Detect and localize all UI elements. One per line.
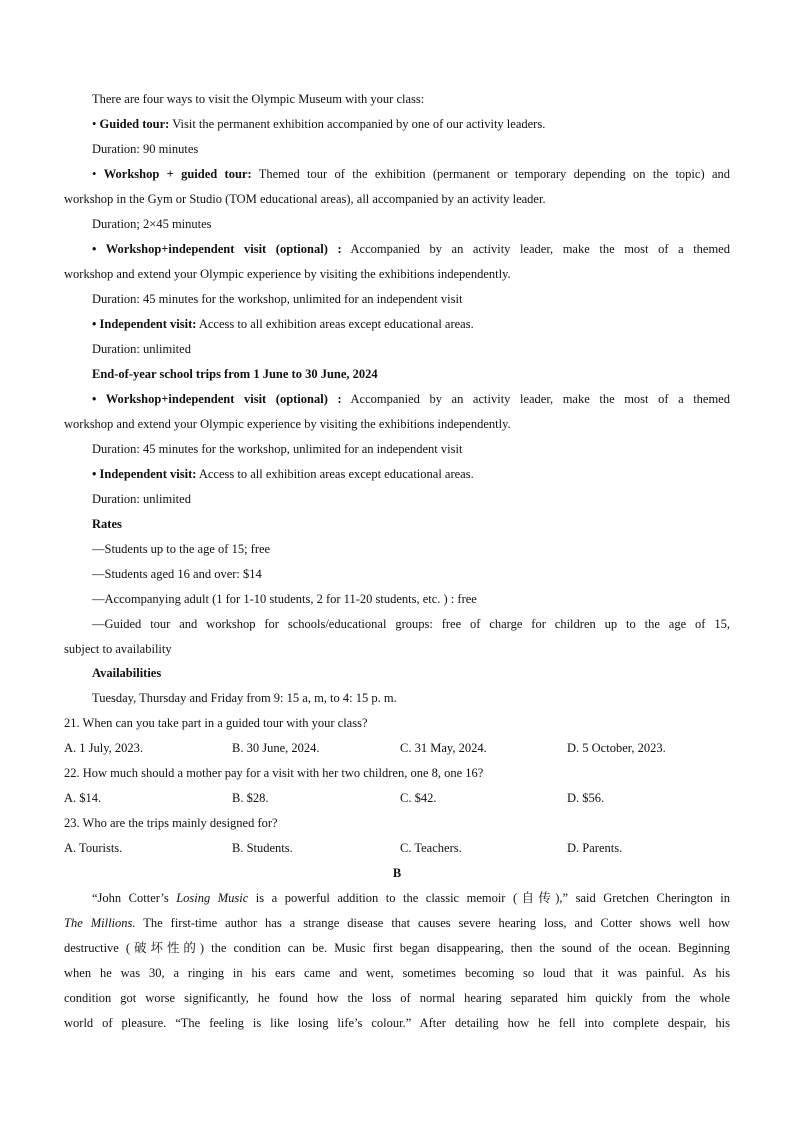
independent-label: • Independent visit: [92, 317, 197, 331]
passage-line-6: world of pleasure. “The feeling is like losing life’s colour.” After detailing how he fell into complete despair, his [64, 1016, 730, 1030]
q21-option-c[interactable]: C. 31 May, 2024. [400, 741, 487, 755]
workshop-independent-text-1: Accompanied by an activity leader, make the most of a themed [341, 242, 730, 256]
workshop-guided-item: • Workshop + guided tour: Themed tour of the exhibition (permanent or temporary depending on the topic) and [92, 167, 730, 181]
independent-item-2 [92, 465, 730, 483]
passage-line-5: condition got worse significantly, he found how the loss of normal hearing separated him quickly from the whole [64, 991, 730, 1005]
workshop-independent-item [92, 240, 730, 258]
q22-option-c[interactable]: C. $42. [400, 791, 437, 805]
passage-line-1 [92, 889, 730, 907]
availabilities-text: Tuesday, Thursday and Friday from 9: 15 a, m, to 4: 15 p. m. [92, 691, 397, 705]
workshop-guided-label: Workshop + guided tour: [103, 167, 252, 181]
q23-option-d[interactable]: D. Parents. [567, 841, 623, 855]
independent-label-2: • Independent visit: [92, 467, 197, 481]
rate-item: —Students up to the age of 15; free [92, 542, 271, 556]
question-21: 21. When can you take part in a guided tour with your class? [64, 716, 368, 730]
workshop-independent-duration-2: Duration: 45 minutes for the workshop, unlimited for an independent visit [92, 442, 463, 456]
q22-option-a[interactable]: A. $14. [64, 791, 102, 805]
q22-option-d[interactable]: D. $56. [567, 791, 605, 805]
independent-duration: Duration: unlimited [92, 342, 191, 356]
passage-text: is a powerful addition to the classic memoir (自传),” said Gretchen Cherington in [248, 891, 730, 905]
independent-text-2: Access to all exhibition areas except educational areas. [196, 467, 474, 481]
publication-title: The Millions. [64, 916, 136, 930]
workshop-independent-label-2: • Workshop+independent visit (optional) : [92, 392, 342, 406]
workshop-independent-item-2 [92, 390, 730, 408]
passage-line-4: when he was 30, a ringing in his ears came and went, sometimes becoming so loud that it was painful. As his [64, 966, 730, 980]
question-22: 22. How much should a mother pay for a visit with her two children, one 8, one 16? [64, 766, 484, 780]
q21-option-a[interactable]: A. 1 July, 2023. [64, 741, 144, 755]
guided-tour-item: • Guided tour: Visit the permanent exhibition accompanied by one of our activity leaders. [92, 117, 546, 131]
question-23: 23. Who are the trips mainly designed for? [64, 816, 278, 830]
independent-item [92, 315, 730, 333]
workshop-independent-text-2: workshop and extend your Olympic experience by visiting the exhibitions independently. [64, 267, 511, 281]
rate-item: —Accompanying adult (1 for 1-10 students, 2 for 11-20 students, etc. ) : free [92, 592, 477, 606]
passage-text: The first-time author has a strange disease that causes severe hearing loss, and Cotter shows well how [135, 916, 730, 930]
guided-tour-duration: Duration: 90 minutes [92, 142, 199, 156]
independent-text: Access to all exhibition areas except educational areas. [196, 317, 474, 331]
q22-option-b[interactable]: B. $28. [232, 791, 269, 805]
workshop-independent-label: • Workshop+independent visit (optional) : [92, 242, 342, 256]
passage-line-3: destructive (破坏性的) the condition can be. Music first began disappearing, then the sound of the ocean. Beginning [64, 941, 730, 955]
rates-heading: Rates [92, 517, 122, 531]
book-title: Losing Music [176, 891, 249, 905]
q21-option-b[interactable]: B. 30 June, 2024. [232, 741, 320, 755]
q21-option-d[interactable]: D. 5 October, 2023. [567, 741, 666, 755]
end-of-year-heading: End-of-year school trips from 1 June to 30 June, 2024 [92, 367, 378, 381]
intro-text: There are four ways to visit the Olympic Museum with your class: [92, 92, 425, 106]
workshop-guided-text-2: workshop in the Gym or Studio (TOM educational areas), all accompanied by an activity leader. [64, 192, 546, 206]
q23-option-c[interactable]: C. Teachers. [400, 841, 462, 855]
workshop-independent-text-2-2: workshop and extend your Olympic experience by visiting the exhibitions independently. [64, 417, 511, 431]
workshop-independent-text-1-2: Accompanied by an activity leader, make the most of a themed [341, 392, 730, 406]
workshop-guided-text-1: Themed tour of the exhibition (permanent or temporary depending on the topic) and [251, 167, 730, 181]
independent-duration-2: Duration: unlimited [92, 492, 191, 506]
rate-item-continued: subject to availability [64, 642, 172, 656]
workshop-guided-duration: Duration; 2×45 minutes [92, 217, 212, 231]
section-b-heading: B [392, 866, 402, 880]
guided-tour-text: Visit the permanent exhibition accompanied by one of our activity leaders. [169, 117, 546, 131]
workshop-independent-duration: Duration: 45 minutes for the workshop, unlimited for an independent visit [92, 292, 463, 306]
q23-option-a[interactable]: A. Tourists. [64, 841, 123, 855]
availabilities-heading: Availabilities [92, 666, 162, 680]
guided-tour-label: Guided tour: [99, 117, 170, 131]
rate-item: —Students aged 16 and over: $14 [92, 567, 262, 581]
passage-line-2 [64, 914, 730, 932]
rate-item: —Guided tour and workshop for schools/educational groups: free of charge for children up to the age of 15, [92, 617, 730, 631]
q23-option-b[interactable]: B. Students. [232, 841, 293, 855]
passage-text: “John Cotter’s [92, 891, 177, 905]
